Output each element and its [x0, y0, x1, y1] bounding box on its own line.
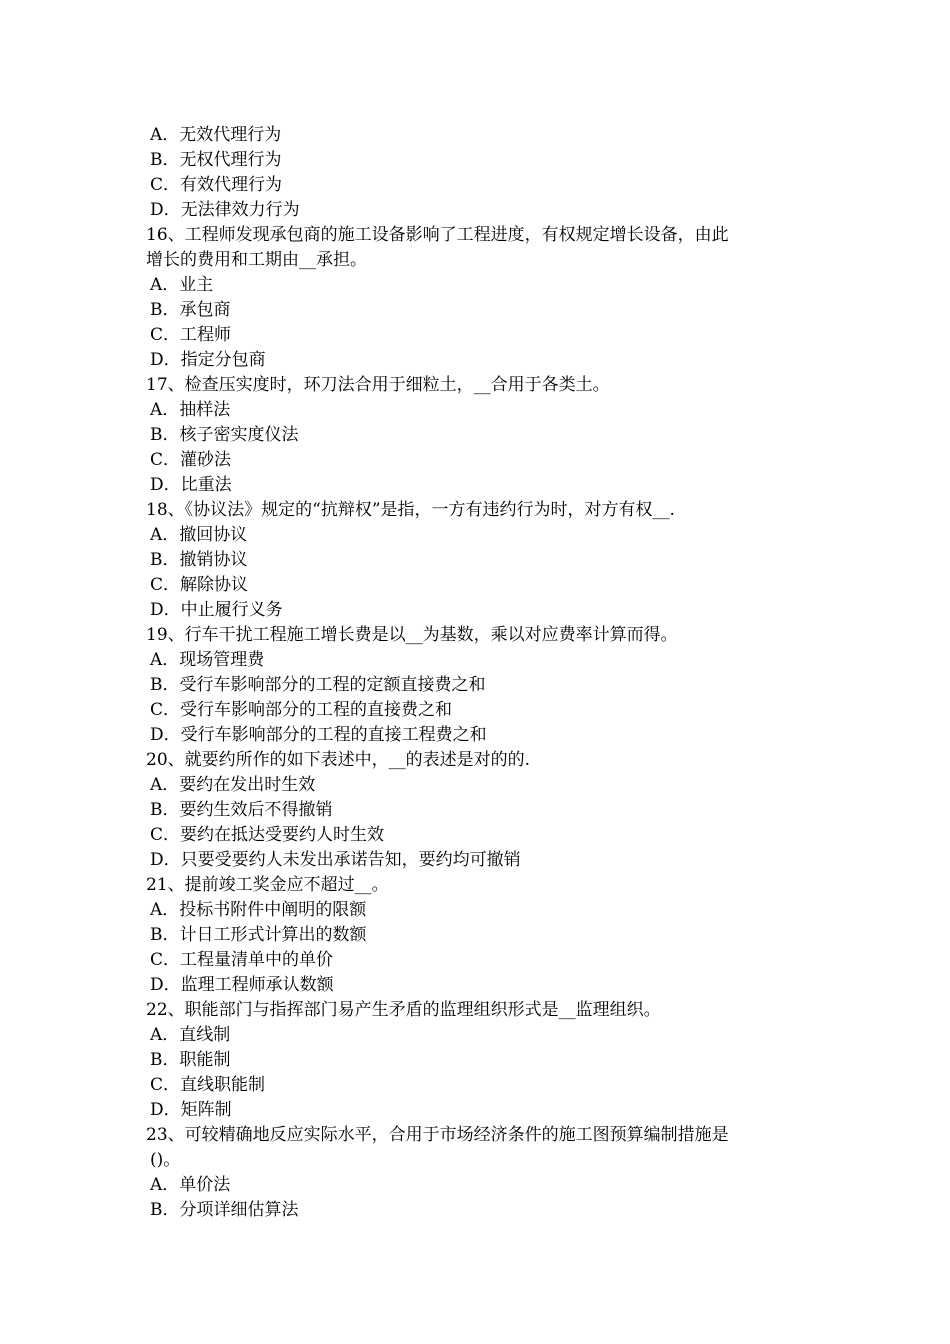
- answer-option-line: C．有效代理行为: [150, 175, 283, 195]
- answer-option-line: B．职能制: [150, 1050, 231, 1070]
- answer-option-line: B．要约生效后不得撤销: [150, 800, 333, 820]
- answer-option-line: A．单价法: [150, 1175, 231, 1195]
- question-text-line: 23、可较精确地反应实际水平，合用于市场经济条件的施工图预算编制措施是: [146, 1125, 729, 1145]
- answer-option-line: D．比重法: [150, 475, 232, 495]
- answer-option-line: D．指定分包商: [150, 350, 266, 370]
- answer-option-line: D．中止履行义务: [150, 600, 283, 620]
- answer-option-line: A．现场管理费: [150, 650, 265, 670]
- answer-option-line: B．承包商: [150, 300, 231, 320]
- answer-option-line: B．分项详细估算法: [150, 1200, 299, 1220]
- answer-option-line: B．无权代理行为: [150, 150, 282, 170]
- answer-option-line: C．工程师: [150, 325, 232, 345]
- answer-option-line: D．无法律效力行为: [150, 200, 300, 220]
- answer-option-line: A．撤回协议: [150, 525, 248, 545]
- answer-option-line: D．监理工程师承认数额: [150, 975, 334, 995]
- answer-option-line: A．无效代理行为: [150, 125, 282, 145]
- answer-option-line: C．解除协议: [150, 575, 249, 595]
- answer-option-line: C．灌砂法: [150, 450, 232, 470]
- question-text-line: 19、行车干扰工程施工增长费是以__为基数，乘以对应费率计算而得。: [146, 625, 678, 645]
- answer-option-line: C．直线职能制: [150, 1075, 266, 1095]
- answer-option-line: D．矩阵制: [150, 1100, 232, 1120]
- question-text-line: 20、就要约所作的如下表述中，__的表述是对的的.: [146, 750, 531, 770]
- question-text-line: 16、工程师发现承包商的施工设备影响了工程进度，有权规定增长设备，由此: [146, 225, 729, 245]
- answer-option-line: B．撤销协议: [150, 550, 248, 570]
- answer-option-line: C．受行车影响部分的工程的直接费之和: [150, 700, 453, 720]
- answer-option-line: D．只要受要约人未发出承诺告知，要约均可撤销: [150, 850, 521, 870]
- answer-option-line: B．受行车影响部分的工程的定额直接费之和: [150, 675, 486, 695]
- question-text-line: 21、提前竣工奖金应不超过__。: [146, 875, 389, 895]
- question-text-line: 18、《协议法》规定的“抗辩权”是指，一方有违约行为时，对方有权__.: [146, 500, 675, 520]
- question-text-line: 22、职能部门与指挥部门易产生矛盾的监理组织形式是__监理组织。: [146, 1000, 661, 1020]
- answer-option-line: A．业主: [150, 275, 214, 295]
- answer-option-line: B．计日工形式计算出的数额: [150, 925, 367, 945]
- answer-option-line: C．工程量清单中的单价: [150, 950, 334, 970]
- answer-option-line: D．受行车影响部分的工程的直接工程费之和: [150, 725, 487, 745]
- answer-option-line: A．直线制: [150, 1025, 231, 1045]
- question-text-line: 17、检查压实度时，环刀法合用于细粒土，__合用于各类土。: [146, 375, 610, 395]
- question-text-line: 增长的费用和工期由__承担。: [146, 250, 367, 270]
- answer-option-line: A．要约在发出时生效: [150, 775, 316, 795]
- answer-option-line: ()。: [150, 1150, 181, 1170]
- answer-option-line: A．投标书附件中阐明的限额: [150, 900, 367, 920]
- document-body: [146, 123, 816, 1223]
- answer-option-line: A．抽样法: [150, 400, 231, 420]
- answer-option-line: C．要约在抵达受要约人时生效: [150, 825, 385, 845]
- answer-option-line: B．核子密实度仪法: [150, 425, 299, 445]
